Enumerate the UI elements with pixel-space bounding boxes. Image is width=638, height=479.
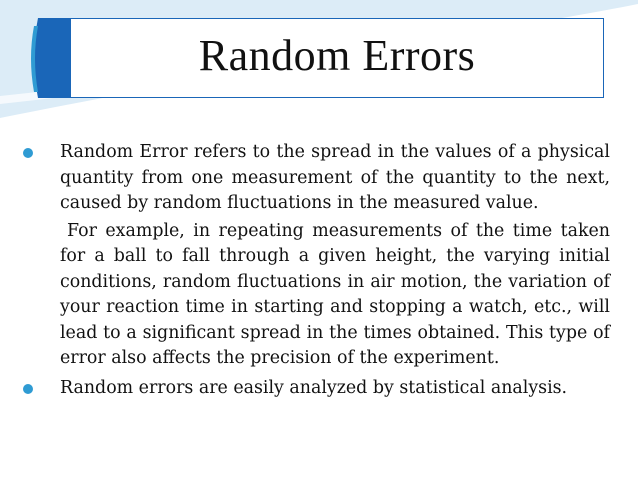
- bullet-text: Random Error refers to the spread in the values of a physical quantity from one measurement of the quantity to the next, caused by random fluctuations in the measured value.: [60, 142, 610, 213]
- slide-title: Random Errors: [198, 31, 476, 80]
- bullet-item: [22, 140, 610, 217]
- bullet-item: [22, 376, 610, 402]
- title-box: [70, 18, 604, 98]
- example-paragraph: For example, in repeating measurements of the time taken for a ball to fall through a given height, the varying initial conditions, random fluctuations in air motion, the variation of your reaction time in starting and stopping a watch, etc., will lead to a significant spread in the times obtained. This type of error also affects the precision of the experiment.: [60, 220, 610, 368]
- bullet-dot-icon: [23, 148, 33, 158]
- slide-content: [22, 140, 610, 401]
- bullet-text: Random errors are easily analyzed by statistical analysis.: [60, 377, 568, 398]
- bullet-dot-icon: [23, 384, 33, 394]
